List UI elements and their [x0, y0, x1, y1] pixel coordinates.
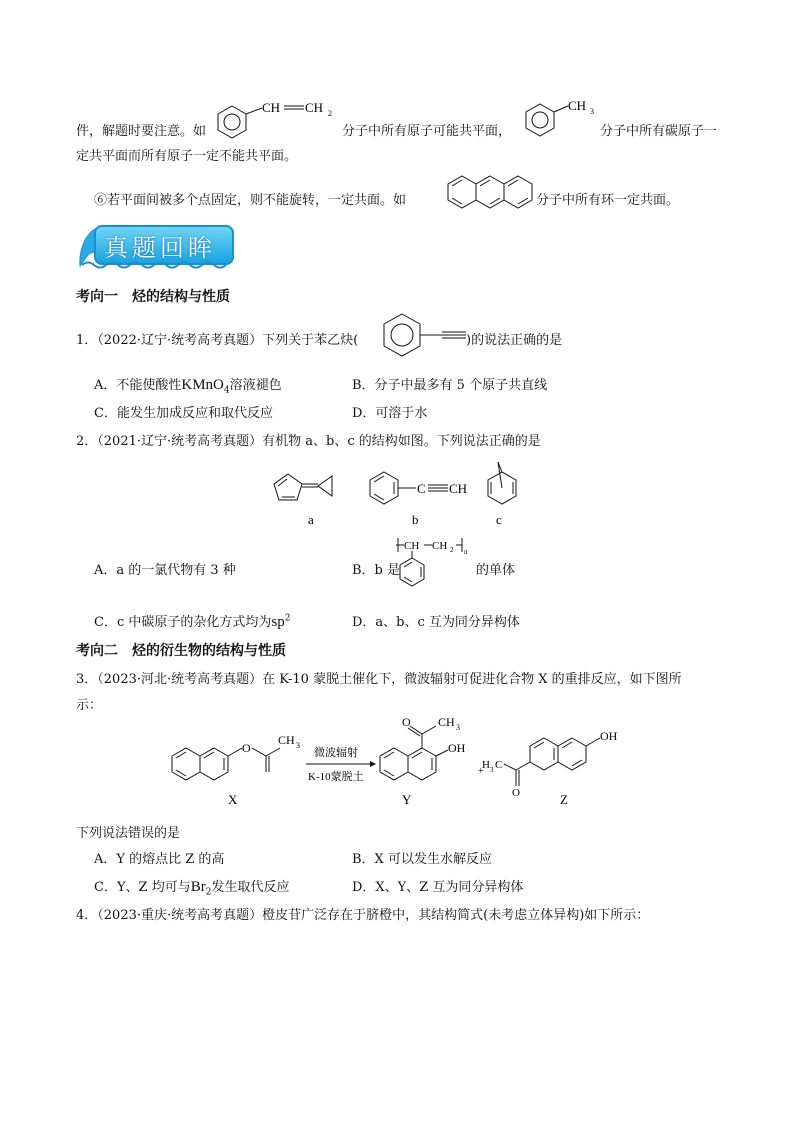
section-banner: [76, 222, 236, 270]
q1-option-a-text: A．不能使酸性: [94, 378, 182, 393]
q1-sub4: 4: [223, 385, 230, 396]
toluene-structure: [522, 96, 602, 138]
q2-label-a: a: [308, 512, 314, 527]
q2-option-c-text: C．c 中碳原子的杂化方式均为: [94, 615, 272, 630]
q3-stem-2: 示：: [76, 698, 103, 713]
q2-option-b[interactable]: [352, 559, 400, 578]
intro-text-2: 定共平面而所有原子一定不能共平面。: [76, 149, 298, 164]
styrene-sub: 2: [328, 109, 332, 118]
q2-option-d[interactable]: D．a、b、c 互为同分异构体: [352, 615, 520, 630]
q3-option-c[interactable]: [94, 876, 289, 898]
q2-option-b-text: B．b 是: [352, 563, 401, 578]
q3-prompt: 下列说法错误的是: [76, 826, 181, 841]
section-1-title: 考向一 烃的结构与性质: [76, 289, 230, 305]
q1-option-a-tail: 溶液褪色: [229, 378, 282, 393]
poly-sub: 2: [450, 546, 454, 554]
q4-stem: 4．（2023·重庆·统考高考真题）橙皮苷广泛存在于脐橙中，其结构简式(未考虑立体异构)如下所示：: [76, 908, 650, 923]
toluene-ch: CH: [568, 98, 587, 113]
q3-option-a[interactable]: A．Y 的熔点比 Z 的高: [94, 852, 225, 867]
x-ch3: CH: [278, 733, 295, 747]
q2-structure-c: [478, 458, 528, 530]
q2-stem: 2．（2021·辽宁·统考高考真题）有机物 a、b、c 的结构如图。下列说法正确的是: [76, 434, 541, 449]
poly-ch: CH: [404, 540, 420, 552]
q2-option-a[interactable]: A．a 的一氯代物有 3 种: [94, 563, 236, 578]
intro-text-1a: 件，解题时要注意。如: [76, 124, 207, 139]
q1-option-c[interactable]: C．能发生加成反应和取代反应: [94, 406, 273, 421]
q3-stem-1: 3．（2023·河北·统考高考真题）在 K-10 蒙脱土催化下，微波辐射可促进化合物 X 的重排反应，如下图所: [76, 672, 682, 687]
arrow-top: 微波辐射: [314, 747, 358, 759]
phenylacetylene-structure: [378, 310, 468, 362]
banner-wave-decor: [82, 260, 232, 270]
z-oh: OH: [600, 729, 618, 743]
poly-ch2: CH: [432, 540, 448, 552]
q2-option-c[interactable]: [94, 611, 290, 631]
q3-reaction-scheme: [166, 712, 646, 816]
z-sub3: 3: [490, 766, 494, 774]
intro-text-1c: 分子中所有碳原子一: [600, 124, 718, 139]
q3-br: Br: [190, 879, 206, 895]
y-o-label: O: [402, 715, 411, 729]
q2-option-b-tail: 的单体: [476, 563, 516, 578]
point-6-text: ⑥若平面间被多个点固定，则不能旋转，一定共面。如: [94, 193, 407, 208]
q1-stem-a: 1．（2022·辽宁·统考高考真题）下列关于苯乙炔(: [76, 333, 359, 348]
q3-br-sub: 2: [205, 887, 212, 898]
q2-sp: sp: [271, 614, 285, 630]
section-2-title: 考向二 烃的衍生物的结构与性质: [76, 643, 286, 659]
q2-structure-b: [366, 466, 476, 530]
q2-label-c: c: [496, 512, 502, 527]
styrene-structure: [212, 98, 342, 140]
poly-n: n: [464, 548, 468, 556]
x-o-label: O: [242, 741, 251, 755]
z-o: O: [512, 787, 520, 799]
q2-structure-a: [272, 466, 352, 530]
q2-b-ch: CH: [449, 481, 468, 496]
q1-stem-b: )的说法正确的是: [466, 333, 563, 348]
banner-title: 真题回眸: [104, 234, 216, 262]
z-h: H: [482, 759, 490, 771]
q3-option-c-text: C．Y、Z 均可与: [94, 880, 191, 895]
q2-label-b: b: [412, 512, 419, 527]
q3-label-x: X: [228, 792, 238, 807]
q1-option-a[interactable]: [94, 374, 282, 396]
styrene-ch: CH: [262, 100, 281, 115]
q2-sup: 2: [284, 613, 291, 624]
q3-label-y: Y: [402, 792, 412, 807]
anthracene-structure: [446, 170, 538, 214]
toluene-sub: 3: [590, 107, 594, 116]
intro-text-1b: 分子中所有原子可能共平面，: [342, 124, 512, 139]
arrow-bottom: K-10蒙脱土: [308, 771, 364, 783]
q1-option-b[interactable]: B．分子中最多有 5 个原子共直线: [352, 378, 548, 393]
z-c: C: [495, 759, 503, 771]
q3-label-z: Z: [560, 792, 568, 807]
styrene-ch2: CH: [305, 100, 324, 115]
x-sub3: 3: [296, 741, 300, 750]
q1-kmno: KMnO: [181, 377, 224, 393]
polystyrene-structure: [396, 534, 476, 590]
q2-b-c: C: [417, 481, 426, 496]
point-6-text-b: 分子中所有环一定共面。: [536, 193, 680, 208]
q3-option-b[interactable]: B．X 可以发生水解反应: [352, 852, 492, 867]
q3-option-c-tail: 发生取代反应: [211, 880, 290, 895]
y-sub3: 3: [456, 723, 460, 732]
q1-option-d[interactable]: D．可溶于水: [352, 406, 428, 421]
q3-option-d[interactable]: D．X、Y、Z 互为同分异构体: [352, 880, 524, 895]
y-ch3: CH: [438, 715, 455, 729]
plus-sign: +: [478, 766, 484, 777]
y-oh: OH: [448, 741, 466, 755]
